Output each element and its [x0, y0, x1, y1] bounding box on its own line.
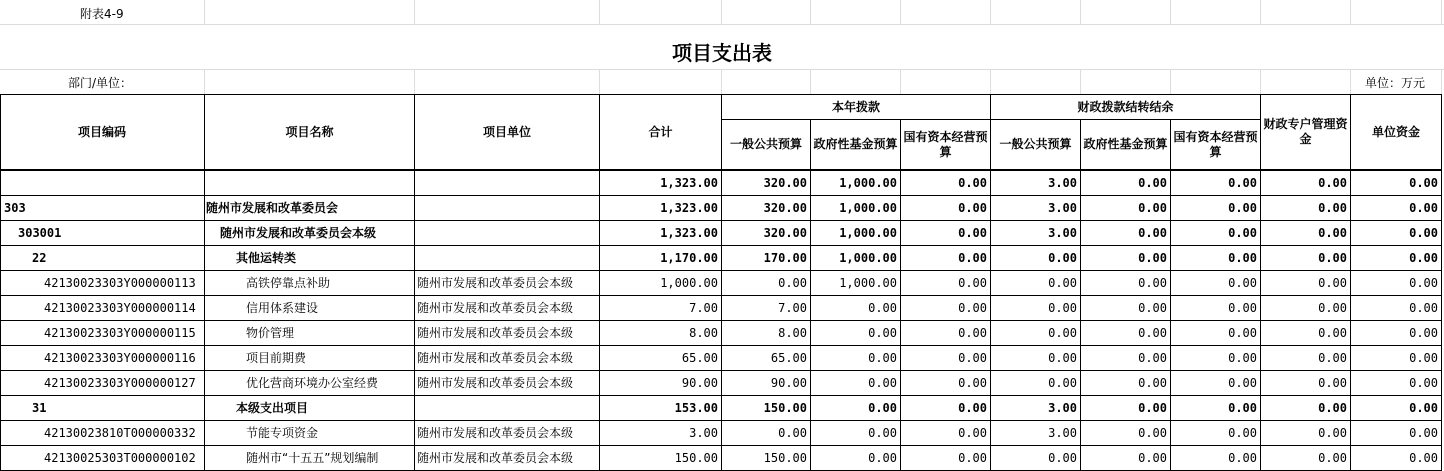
cell-amount: 0.00 [1228, 376, 1257, 390]
cell-project-unit: 随州市发展和改革委员会本级 [417, 326, 574, 340]
cell-amount: 0.00 [1318, 201, 1347, 215]
header-project-code: 项目编码 [77, 124, 126, 139]
cell-amount: 0.00 [1048, 351, 1077, 365]
grid-line [1080, 119, 1081, 471]
cell-amount: 0.00 [1318, 301, 1347, 315]
cell-amount: 65.00 [770, 351, 807, 365]
grid-line [1170, 119, 1171, 471]
grid-line [599, 0, 600, 24]
cell-amount: 0.00 [1318, 451, 1347, 465]
cell-amount: 0.00 [1048, 301, 1077, 315]
cell-amount: 153.00 [674, 401, 718, 415]
header-special-account-fund: 财政专户管理资金 [1263, 117, 1348, 146]
cell-amount: 0.00 [1138, 201, 1167, 215]
header-state-capital-budget: 国有资本经营预算 [903, 129, 988, 159]
grid-line [1080, 69, 1081, 94]
table-title: 项目支出表 [672, 41, 772, 65]
cell-amount: 0.00 [1048, 451, 1077, 465]
cell-project-code: 303 [4, 201, 26, 215]
grid-line [900, 0, 901, 24]
cell-amount: 0.00 [1228, 251, 1257, 265]
cell-amount: 0.00 [1228, 201, 1257, 215]
cell-amount: 0.00 [1318, 326, 1347, 340]
cell-amount: 320.00 [763, 176, 807, 190]
cell-amount: 8.00 [778, 326, 807, 340]
cell-amount: 0.00 [1409, 301, 1438, 315]
grid-line [900, 119, 901, 471]
header-carryover-government-fund: 政府性基金预算 [1083, 137, 1168, 151]
grid-line [810, 69, 811, 94]
cell-amount: 3.00 [1048, 401, 1077, 415]
unit-label: 单位：万元 [1365, 76, 1426, 90]
cell-amount: 0.00 [1048, 251, 1077, 265]
cell-amount: 0.00 [1138, 276, 1167, 290]
cell-amount: 0.00 [1138, 351, 1167, 365]
cell-amount: 0.00 [1318, 426, 1347, 440]
cell-project-name: 随州市发展和改革委员会 [206, 201, 339, 215]
cell-project-code: 42130023810T000000332 [44, 426, 196, 440]
cell-amount: 0.00 [958, 276, 987, 290]
cell-amount: 0.00 [1228, 301, 1257, 315]
cell-amount: 320.00 [763, 201, 807, 215]
cell-amount: 0.00 [1228, 176, 1257, 190]
cell-project-code: 42130023303Y000000113 [44, 276, 196, 290]
cell-amount: 0.00 [1138, 301, 1167, 315]
grid-line [1170, 69, 1171, 94]
header-general-public-budget: 一般公共预算 [729, 137, 802, 151]
cell-amount: 3.00 [689, 426, 718, 440]
cell-amount: 1,323.00 [660, 176, 718, 190]
cell-project-name: 随州市发展和改革委员会本级 [220, 226, 377, 240]
attachment-note: 附表4-9 [80, 7, 124, 21]
cell-amount: 0.00 [1138, 251, 1167, 265]
grid-line [900, 69, 901, 94]
cell-amount: 1,000.00 [839, 276, 897, 290]
cell-amount: 0.00 [1318, 401, 1347, 415]
cell-amount: 90.00 [681, 376, 718, 390]
cell-amount: 0.00 [1228, 401, 1257, 415]
header-government-fund-budget: 政府性基金预算 [813, 137, 898, 151]
cell-amount: 0.00 [958, 176, 987, 190]
cell-amount: 0.00 [1409, 201, 1438, 215]
cell-amount: 0.00 [958, 351, 987, 365]
cell-amount: 0.00 [868, 376, 897, 390]
cell-project-name: 项目前期费 [246, 351, 307, 365]
cell-amount: 0.00 [1409, 351, 1438, 365]
cell-project-unit: 随州市发展和改革委员会本级 [417, 351, 574, 365]
cell-amount: 320.00 [763, 226, 807, 240]
cell-amount: 170.00 [763, 251, 807, 265]
header-carryover-general-public: 一般公共预算 [999, 137, 1072, 151]
grid-line [1441, 69, 1442, 94]
cell-amount: 0.00 [1318, 376, 1347, 390]
cell-amount: 1,170.00 [660, 251, 718, 265]
header-current-year-appropriation: 本年拨款 [831, 99, 880, 114]
cell-amount: 0.00 [1318, 176, 1347, 190]
cell-project-unit: 随州市发展和改革委员会本级 [417, 426, 574, 440]
cell-amount: 8.00 [689, 326, 718, 340]
cell-amount: 0.00 [1409, 426, 1438, 440]
cell-amount: 0.00 [1318, 351, 1347, 365]
cell-amount: 0.00 [1409, 176, 1438, 190]
cell-project-unit: 随州市发展和改革委员会本级 [417, 276, 574, 290]
cell-amount: 90.00 [770, 376, 807, 390]
cell-project-code: 42130023303Y000000114 [44, 301, 196, 315]
cell-amount: 1,323.00 [660, 201, 718, 215]
cell-amount: 7.00 [778, 301, 807, 315]
cell-project-code: 42130025303T000000102 [44, 451, 196, 465]
grid-line [1080, 0, 1081, 24]
cell-amount: 150.00 [674, 451, 718, 465]
cell-amount: 0.00 [1409, 276, 1438, 290]
grid-line [414, 0, 415, 24]
grid-line [1441, 94, 1442, 471]
cell-project-name: 优化营商环境办公室经费 [246, 376, 379, 390]
cell-amount: 0.00 [1409, 401, 1438, 415]
cell-amount: 0.00 [958, 226, 987, 240]
cell-project-code: 31 [32, 401, 47, 415]
cell-amount: 0.00 [1138, 226, 1167, 240]
cell-amount: 7.00 [689, 301, 718, 315]
cell-amount: 0.00 [1318, 251, 1347, 265]
cell-project-code: 42130023303Y000000116 [44, 351, 196, 365]
cell-amount: 65.00 [681, 351, 718, 365]
cell-amount: 0.00 [958, 451, 987, 465]
cell-amount: 0.00 [958, 201, 987, 215]
cell-amount: 0.00 [868, 401, 897, 415]
cell-amount: 0.00 [958, 301, 987, 315]
cell-amount: 0.00 [1318, 226, 1347, 240]
cell-project-name: 物价管理 [246, 326, 295, 340]
cell-amount: 0.00 [1409, 251, 1438, 265]
header-carryover-state-capital: 国有资本经营预算 [1173, 129, 1258, 159]
cell-amount: 0.00 [1228, 326, 1257, 340]
cell-project-code: 22 [32, 251, 47, 265]
cell-amount: 3.00 [1048, 226, 1077, 240]
cell-amount: 0.00 [1048, 276, 1077, 290]
cell-amount: 1,000.00 [839, 176, 897, 190]
cell-amount: 0.00 [778, 276, 807, 290]
cell-project-unit: 随州市发展和改革委员会本级 [417, 451, 574, 465]
grid-line [0, 69, 1444, 70]
cell-amount: 1,000.00 [660, 276, 718, 290]
cell-amount: 0.00 [1409, 451, 1438, 465]
cell-amount: 0.00 [1409, 326, 1438, 340]
cell-amount: 3.00 [1048, 201, 1077, 215]
cell-amount: 0.00 [1138, 376, 1167, 390]
cell-amount: 0.00 [1138, 426, 1167, 440]
header-project-name: 项目名称 [285, 124, 334, 139]
grid-line [990, 0, 991, 24]
cell-project-unit: 随州市发展和改革委员会本级 [417, 376, 574, 390]
grid-line [1350, 69, 1351, 94]
grid-line [0, 24, 1444, 25]
cell-amount: 0.00 [958, 401, 987, 415]
cell-amount: 0.00 [958, 426, 987, 440]
header-project-unit: 项目单位 [482, 124, 531, 139]
cell-amount: 3.00 [1048, 426, 1077, 440]
cell-project-name: 节能专项资金 [246, 426, 319, 440]
cell-project-name: 本级支出项目 [236, 401, 309, 415]
cell-amount: 0.00 [1228, 276, 1257, 290]
cell-project-name: 高铁停靠点补助 [246, 276, 331, 290]
grid-line [990, 69, 991, 94]
cell-amount: 0.00 [1048, 326, 1077, 340]
cell-project-unit: 随州市发展和改革委员会本级 [417, 301, 574, 315]
grid-line [204, 69, 205, 94]
cell-amount: 0.00 [1228, 226, 1257, 240]
cell-project-name: 随州市“十五五”规划编制 [246, 451, 379, 465]
cell-amount: 1,000.00 [839, 201, 897, 215]
grid-line [1441, 0, 1442, 24]
cell-amount: 3.00 [1048, 176, 1077, 190]
cell-project-code: 42130023303Y000000115 [44, 326, 196, 340]
cell-amount: 0.00 [958, 376, 987, 390]
cell-amount: 0.00 [1048, 376, 1077, 390]
cell-amount: 0.00 [958, 251, 987, 265]
grid-line [1350, 0, 1351, 24]
grid-line [721, 0, 722, 24]
department-label: 部门/单位： [68, 76, 133, 90]
cell-amount: 0.00 [868, 326, 897, 340]
cell-amount: 0.00 [1409, 376, 1438, 390]
cell-project-name: 信用体系建设 [246, 301, 319, 315]
cell-amount: 0.00 [1228, 451, 1257, 465]
cell-amount: 0.00 [1138, 326, 1167, 340]
grid-line [204, 0, 205, 24]
cell-amount: 150.00 [763, 451, 807, 465]
grid-line [414, 69, 415, 94]
cell-amount: 0.00 [1138, 401, 1167, 415]
cell-amount: 0.00 [958, 326, 987, 340]
grid-line [810, 119, 811, 471]
cell-project-code: 42130023303Y000000127 [44, 376, 196, 390]
cell-amount: 0.00 [1318, 276, 1347, 290]
cell-amount: 0.00 [1228, 351, 1257, 365]
cell-amount: 0.00 [1138, 451, 1167, 465]
cell-amount: 0.00 [1409, 226, 1438, 240]
grid-line [599, 69, 600, 94]
cell-amount: 1,000.00 [839, 226, 897, 240]
grid-line [1260, 0, 1261, 24]
cell-amount: 1,000.00 [839, 251, 897, 265]
grid-line [721, 69, 722, 94]
cell-amount: 0.00 [1138, 176, 1167, 190]
cell-amount: 0.00 [868, 301, 897, 315]
grid-line [810, 0, 811, 24]
cell-amount: 0.00 [778, 426, 807, 440]
cell-amount: 1,323.00 [660, 226, 718, 240]
grid-line [1170, 0, 1171, 24]
header-fiscal-carryover: 财政拨款结转结余 [1077, 99, 1174, 114]
grid-line [1260, 69, 1261, 94]
cell-amount: 0.00 [868, 426, 897, 440]
header-unit-fund: 单位资金 [1371, 124, 1420, 139]
cell-amount: 150.00 [763, 401, 807, 415]
cell-amount: 0.00 [868, 351, 897, 365]
header-total: 合计 [648, 124, 673, 139]
cell-project-name: 其他运转类 [236, 251, 297, 265]
cell-amount: 0.00 [868, 451, 897, 465]
cell-amount: 0.00 [1228, 426, 1257, 440]
cell-project-code: 303001 [18, 226, 62, 240]
